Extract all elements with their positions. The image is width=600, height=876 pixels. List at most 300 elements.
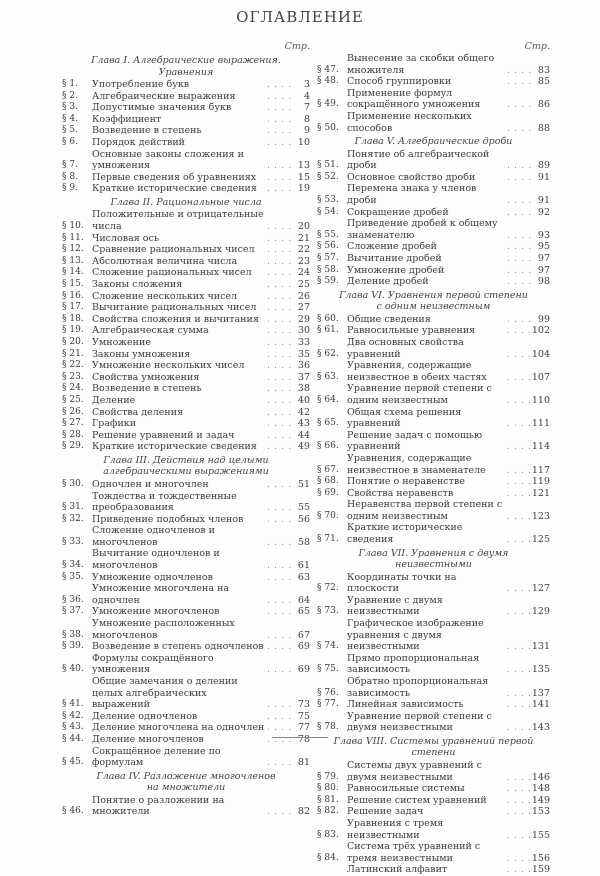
toc-entry <box>317 760 550 783</box>
dot-leader: . . . . <box>507 584 532 594</box>
toc-entry <box>62 407 310 419</box>
dot-leader: . . . . <box>507 123 532 133</box>
section-title: Приведение подобных членов <box>92 513 244 525</box>
section-number: § 38. <box>62 629 84 640</box>
page-number: 78 <box>297 733 310 745</box>
section-number: § 56. <box>317 241 339 252</box>
chapter-heading: Глава VI. Уравнения первой степени с одним неизвестным <box>339 289 528 313</box>
section-title: Умножение многочленов <box>92 606 220 618</box>
page-number: 146 <box>531 771 550 783</box>
page-number: 91 <box>537 195 550 207</box>
page-number: 36 <box>297 360 310 372</box>
toc-entry <box>62 244 310 256</box>
section-number: § 59. <box>317 276 339 287</box>
toc-entry <box>62 149 310 172</box>
section-number: § 58. <box>317 264 339 275</box>
section-number: § 1. <box>62 79 78 89</box>
page-number: 159 <box>531 864 550 876</box>
section-number: § 29. <box>62 441 84 452</box>
chapter-heading: Глава III. Действия над целыми алгебраическими выражениями <box>103 454 269 478</box>
dot-leader: . . . . <box>267 479 292 489</box>
section-title: Системы двух уравнений с двумя неизвестными <box>347 759 482 783</box>
section-number: § 2. <box>62 90 78 101</box>
section-number: § 4. <box>62 113 78 124</box>
section-number: § 79. <box>317 771 339 782</box>
section-title: Уравнение с двумя неизвестными <box>347 594 443 618</box>
page-number: 65 <box>297 606 310 618</box>
page-number: 149 <box>531 794 550 806</box>
section-title: Понятие о неравенстве <box>347 476 465 488</box>
dot-leader: . . . . <box>267 700 292 710</box>
toc-entry <box>62 795 310 818</box>
toc-entry <box>317 522 550 545</box>
section-title: Числовая ось <box>92 232 159 244</box>
section-number: § 43. <box>62 722 84 733</box>
toc-entry <box>62 314 310 326</box>
toc-entry <box>317 253 550 265</box>
section-title: Положительные и отрицательные числа <box>92 209 264 233</box>
page-number: 56 <box>297 513 310 525</box>
section-number: § 28. <box>62 429 84 440</box>
section-number: § 84. <box>317 852 339 863</box>
chapter-heading: Глава IV. Разложение многочленов на множители <box>96 770 276 794</box>
section-title: Графики <box>92 418 137 430</box>
toc-entry <box>317 818 550 841</box>
toc-entry <box>62 325 310 337</box>
section-title: Уравнение первой степени с двумя неизвестными <box>347 710 492 734</box>
toc-entry <box>62 653 310 676</box>
dot-leader: . . . . <box>267 303 292 313</box>
dot-leader: . . . . <box>507 442 532 452</box>
toc-entry <box>317 265 550 277</box>
section-number: § 81. <box>317 794 339 805</box>
section-number: § 47. <box>317 64 339 75</box>
section-number: § 60. <box>317 313 339 324</box>
section-number: § 75. <box>317 664 339 675</box>
page-number: 23 <box>297 255 310 267</box>
section-number: § 50. <box>317 122 339 133</box>
section-number: § 25. <box>62 394 84 405</box>
dot-leader: . . . . <box>507 723 532 733</box>
section-title: Краткие исторические сведения <box>92 441 257 453</box>
section-number: § 18. <box>62 313 84 324</box>
page-number: 93 <box>537 229 550 241</box>
page-number: 4 <box>303 90 310 102</box>
section-title: Сложение рациональных чисел <box>92 267 252 279</box>
toc-entry <box>317 453 550 476</box>
dot-leader: . . . . <box>507 277 532 287</box>
section-title: Перемена знака у членов дроби <box>347 183 477 207</box>
page-number: 156 <box>531 852 550 864</box>
dot-leader: . . . . <box>267 291 292 301</box>
toc-entry <box>62 291 310 303</box>
page-number: 58 <box>297 536 310 548</box>
section-number: § 26. <box>62 406 84 417</box>
toc-entry <box>317 218 550 241</box>
page-number: 125 <box>531 534 550 546</box>
dot-leader: . . . . <box>507 395 532 405</box>
section-number: § 13. <box>62 255 84 266</box>
section-title: Одночлен и многочлен <box>92 478 209 490</box>
toc-entry <box>317 207 550 219</box>
dot-leader: . . . . <box>267 711 292 721</box>
section-number: § 83. <box>317 829 339 840</box>
page-number: 26 <box>297 290 310 302</box>
section-number: § 35. <box>62 571 84 582</box>
section-title: Свойства неравенств <box>347 487 454 499</box>
toc-entry <box>317 76 550 88</box>
dot-leader: . . . . <box>267 561 292 571</box>
page-number: 22 <box>297 244 310 256</box>
toc-entry <box>62 734 310 746</box>
page-number: 8 <box>303 113 310 125</box>
page-number: 77 <box>297 722 310 734</box>
page-number: 9 <box>303 125 310 137</box>
section-number: § 53. <box>317 195 339 206</box>
toc-entry <box>317 430 550 453</box>
page-number: 64 <box>297 594 310 606</box>
section-title: Сокращение дробей <box>347 206 449 218</box>
section-title: Сложение дробей <box>347 241 438 253</box>
dot-leader: . . . . <box>507 807 532 817</box>
dot-leader: . . . . <box>507 865 532 875</box>
toc-entry <box>62 125 310 137</box>
section-number: § 10. <box>62 221 84 232</box>
dot-leader: . . . . <box>267 734 292 744</box>
section-title: Два основных свойства уравнений <box>347 336 464 360</box>
section-title: Общая схема решения уравнений <box>347 406 462 430</box>
section-title: Прямо пропорциональная зависимость <box>347 652 480 676</box>
page-number: 69 <box>297 664 310 676</box>
page-number: 69 <box>297 641 310 653</box>
toc-entry <box>317 653 550 676</box>
chapter-heading: Глава VII. Уравнения с двумя неизвестными <box>358 547 509 571</box>
page-title: ОГЛАВЛЕНИЕ <box>236 8 364 26</box>
section-title: Основные законы сложения и умножения <box>92 148 244 172</box>
page-number: 35 <box>297 348 310 360</box>
section-title: Решение уравнений и задач <box>92 429 235 441</box>
section-title: Сравнение рациональных чисел <box>92 244 255 256</box>
page-number: 83 <box>537 64 550 76</box>
toc-entry <box>317 572 550 595</box>
section-title: Свойства сложения и вычитания <box>92 313 259 325</box>
section-number: § 11. <box>62 232 84 243</box>
page-number: 104 <box>531 348 550 360</box>
dot-leader: . . . . <box>267 758 292 768</box>
toc-left-column <box>62 40 310 818</box>
dot-leader: . . . . <box>267 126 292 136</box>
section-number: § 70. <box>317 510 339 521</box>
section-number: § 54. <box>317 206 339 217</box>
section-number: § 19. <box>62 325 84 336</box>
section-title: Уравнение первой степени с одним неизвестным <box>347 383 492 406</box>
section-title: Допустимые значения букв <box>92 102 232 114</box>
toc-entry <box>62 256 310 268</box>
section-title: Обратно пропорциональная зависимость <box>347 676 489 699</box>
section-number: § 33. <box>62 536 84 547</box>
dot-leader: . . . . <box>267 503 292 513</box>
section-title: Равносильные системы <box>347 783 465 795</box>
dot-leader: . . . . <box>507 207 532 217</box>
dot-leader: . . . . <box>267 384 292 394</box>
page-number: 15 <box>297 171 310 183</box>
toc-entry <box>317 488 550 500</box>
toc-entry <box>317 841 550 864</box>
toc-entry <box>317 407 550 430</box>
dot-leader: . . . . <box>267 184 292 194</box>
section-number: § 16. <box>62 290 84 301</box>
section-number: § 62. <box>317 348 339 359</box>
section-title: Умножение <box>92 336 151 348</box>
page-number: 37 <box>297 371 310 383</box>
dot-leader: . . . . <box>507 853 532 863</box>
page-number: 3 <box>303 79 310 90</box>
section-title: Коэффициент <box>92 113 162 125</box>
section-number: § 3. <box>62 102 78 113</box>
page-number: 99 <box>537 313 550 325</box>
page-number: 25 <box>297 279 310 290</box>
section-number: § 76. <box>317 687 339 698</box>
toc-entry <box>62 183 310 195</box>
section-number: § 17. <box>62 302 84 313</box>
toc-entry <box>317 276 550 288</box>
dot-leader: . . . . <box>507 772 532 782</box>
dot-leader: . . . . <box>507 419 532 429</box>
page-number: 110 <box>531 394 550 406</box>
toc-entry <box>62 137 310 149</box>
dot-leader: . . . . <box>507 488 532 498</box>
section-number: § 8. <box>62 171 78 182</box>
section-title: Решение систем уравнений <box>347 794 487 806</box>
section-number: § 55. <box>317 229 339 240</box>
dot-leader: . . . . <box>507 535 532 545</box>
toc-entry <box>317 183 550 206</box>
section-title: Умножение дробей <box>347 264 445 276</box>
dot-leader: . . . . <box>507 172 532 182</box>
dot-leader: . . . . <box>267 137 292 147</box>
section-number: § 5. <box>62 125 78 136</box>
section-number: § 52. <box>317 171 339 182</box>
toc-entry <box>62 722 310 734</box>
page-number: 95 <box>537 241 550 253</box>
dot-leader: . . . . <box>267 161 292 171</box>
section-title: Умножение одночленов <box>92 571 213 583</box>
section-title: Деление многочлена на одночлен <box>92 722 265 734</box>
page-number: 129 <box>531 606 550 618</box>
section-title: Решение задач с помощью уравнений <box>347 429 483 453</box>
section-number: § 42. <box>62 710 84 721</box>
dot-leader: . . . . <box>267 723 292 733</box>
section-title: Сложение нескольких чисел <box>92 290 238 302</box>
section-number: § 73. <box>317 606 339 617</box>
section-number: § 46. <box>62 806 84 817</box>
dot-leader: . . . . <box>507 326 532 336</box>
section-title: Умножение многочлена на одночлен <box>92 583 230 606</box>
dot-leader: . . . . <box>267 595 292 605</box>
section-number: § 6. <box>62 136 78 147</box>
toc-entry <box>62 360 310 372</box>
dot-leader: . . . . <box>267 314 292 324</box>
section-title: Общие сведения <box>347 313 431 325</box>
section-title: Линейная зависимость <box>347 699 464 711</box>
section-number: § 80. <box>317 783 339 794</box>
dot-leader: . . . . <box>267 607 292 617</box>
page-number: 82 <box>297 806 310 818</box>
section-title: Вычитание одночленов и многочленов <box>92 548 220 572</box>
section-number: § 82. <box>317 806 339 817</box>
page-number: 148 <box>531 783 550 795</box>
page-number: 42 <box>297 406 310 418</box>
dot-leader: . . . . <box>507 230 532 240</box>
section-number: § 39. <box>62 641 84 652</box>
section-number: § 32. <box>62 513 84 524</box>
section-number: § 67. <box>317 464 339 475</box>
chapter-heading: Глава II. Рациональные числа <box>110 196 262 208</box>
page-number: 127 <box>531 583 550 595</box>
section-title: Вычитание дробей <box>347 253 442 264</box>
dot-leader: . . . . <box>267 222 292 232</box>
section-title: Применение формул сокращённого умножения <box>347 87 481 111</box>
section-number: § 65. <box>317 418 339 429</box>
section-number: § 41. <box>62 699 84 710</box>
dot-leader: . . . . <box>267 172 292 182</box>
page-number: 155 <box>531 829 550 841</box>
toc-entry <box>62 114 310 126</box>
toc-entry <box>62 548 310 571</box>
page-number: 137 <box>531 687 550 699</box>
toc-entry <box>317 795 550 807</box>
toc-entry <box>62 172 310 184</box>
section-number: § 49. <box>317 99 339 110</box>
section-title: Свойства деления <box>92 406 184 418</box>
section-number: § 37. <box>62 606 84 617</box>
page-number: 29 <box>297 313 310 325</box>
toc-entry <box>62 618 310 641</box>
section-title: Латинский алфавит <box>347 864 448 876</box>
dot-leader: . . . . <box>507 511 532 521</box>
section-title: Краткие исторические сведения <box>347 522 463 546</box>
toc-entry <box>62 514 310 526</box>
dot-leader: . . . . <box>507 465 532 475</box>
toc-entry <box>317 149 550 172</box>
section-number: § 12. <box>62 244 84 255</box>
toc-entry <box>62 583 310 606</box>
toc-entry <box>317 711 550 734</box>
page-number: 30 <box>297 325 310 337</box>
dot-leader: . . . . <box>267 665 292 675</box>
section-title: Деление <box>92 394 136 406</box>
section-title: Употребление букв <box>92 79 190 90</box>
page-number: 7 <box>303 102 310 114</box>
dot-leader: . . . . <box>507 65 532 75</box>
dot-leader: . . . . <box>267 407 292 417</box>
section-title: Умножение нескольких чисел <box>92 360 245 372</box>
page-number: 43 <box>297 418 310 430</box>
toc-entry <box>62 209 310 232</box>
section-number: § 44. <box>62 733 84 744</box>
dot-leader: . . . . <box>507 100 532 110</box>
toc-list-left <box>62 55 310 818</box>
section-title: Понятие об алгебраической дроби <box>347 148 490 172</box>
toc-entry <box>62 233 310 245</box>
dot-leader: . . . . <box>507 688 532 698</box>
section-title: Краткие исторические сведения <box>92 183 257 195</box>
section-title: Возведение в степень одночленов <box>92 641 264 653</box>
section-title: Равносильные уравнения <box>347 325 476 337</box>
dot-leader: . . . . <box>267 337 292 347</box>
dot-leader: . . . . <box>267 514 292 524</box>
page-number: 27 <box>297 302 310 314</box>
section-number: § 68. <box>317 476 339 487</box>
toc-entry <box>62 337 310 349</box>
dot-leader: . . . . <box>267 442 292 452</box>
toc-entry <box>317 337 550 360</box>
dot-leader: . . . . <box>267 372 292 382</box>
toc-entry <box>317 806 550 818</box>
section-title: Основное свойство дроби <box>347 171 476 183</box>
page-number: 119 <box>531 476 550 488</box>
page-number: 24 <box>297 267 310 279</box>
page-number: 102 <box>531 325 550 337</box>
toc-entry <box>317 783 550 795</box>
page-number: 73 <box>297 699 310 711</box>
dot-leader: . . . . <box>267 103 292 113</box>
section-title: Законы сложения <box>92 279 183 290</box>
toc-entry <box>62 430 310 442</box>
dot-leader: . . . . <box>507 196 532 206</box>
dot-leader: . . . . <box>507 477 532 487</box>
section-number: § 27. <box>62 418 84 429</box>
section-title: Решение задач <box>347 806 424 818</box>
page-number: 141 <box>531 699 550 711</box>
page-number: 63 <box>297 571 310 583</box>
section-title: Деление многочленов <box>92 733 204 745</box>
section-title: Первые сведения об уравнениях <box>92 171 257 183</box>
chapter-heading: Глава VIII. Системы уравнений первой степени <box>333 735 534 759</box>
toc-entry <box>62 572 310 584</box>
dot-leader: . . . . <box>507 372 532 382</box>
toc-entry <box>62 479 310 491</box>
toc-entry <box>62 441 310 453</box>
toc-entry <box>62 91 310 103</box>
toc-list-right <box>317 53 550 876</box>
dot-leader: . . . . <box>507 795 532 805</box>
section-number: § 64. <box>317 394 339 405</box>
section-title: Уравнения, содержащие неизвестное в обеих частях <box>347 360 487 383</box>
dot-leader: . . . . <box>267 572 292 582</box>
toc-entry <box>62 525 310 548</box>
section-title: Деление дробей <box>347 276 429 288</box>
page-number: 123 <box>531 510 550 522</box>
section-number: § 31. <box>62 502 84 513</box>
page-column-label: Стр. <box>284 41 310 52</box>
section-title: Сокращённое деление по формулам <box>92 745 221 769</box>
toc-entry <box>62 491 310 514</box>
dot-leader: . . . . <box>267 430 292 440</box>
section-number: § 34. <box>62 560 84 571</box>
dot-leader: . . . . <box>267 114 292 124</box>
toc-entry <box>317 476 550 488</box>
chapter-heading: Глава I. Алгебраические выражения. Уравнения <box>91 55 281 78</box>
section-number: § 23. <box>62 371 84 382</box>
chapter-heading: Глава V. Алгебраические дроби <box>354 136 513 148</box>
page-number: 33 <box>297 336 310 348</box>
page-number: 117 <box>531 464 550 476</box>
dot-leader: . . . . <box>267 233 292 243</box>
section-title: Вынесение за скобки общего множителя <box>347 53 495 76</box>
page-number: 21 <box>297 232 310 244</box>
page-number: 92 <box>537 206 550 218</box>
